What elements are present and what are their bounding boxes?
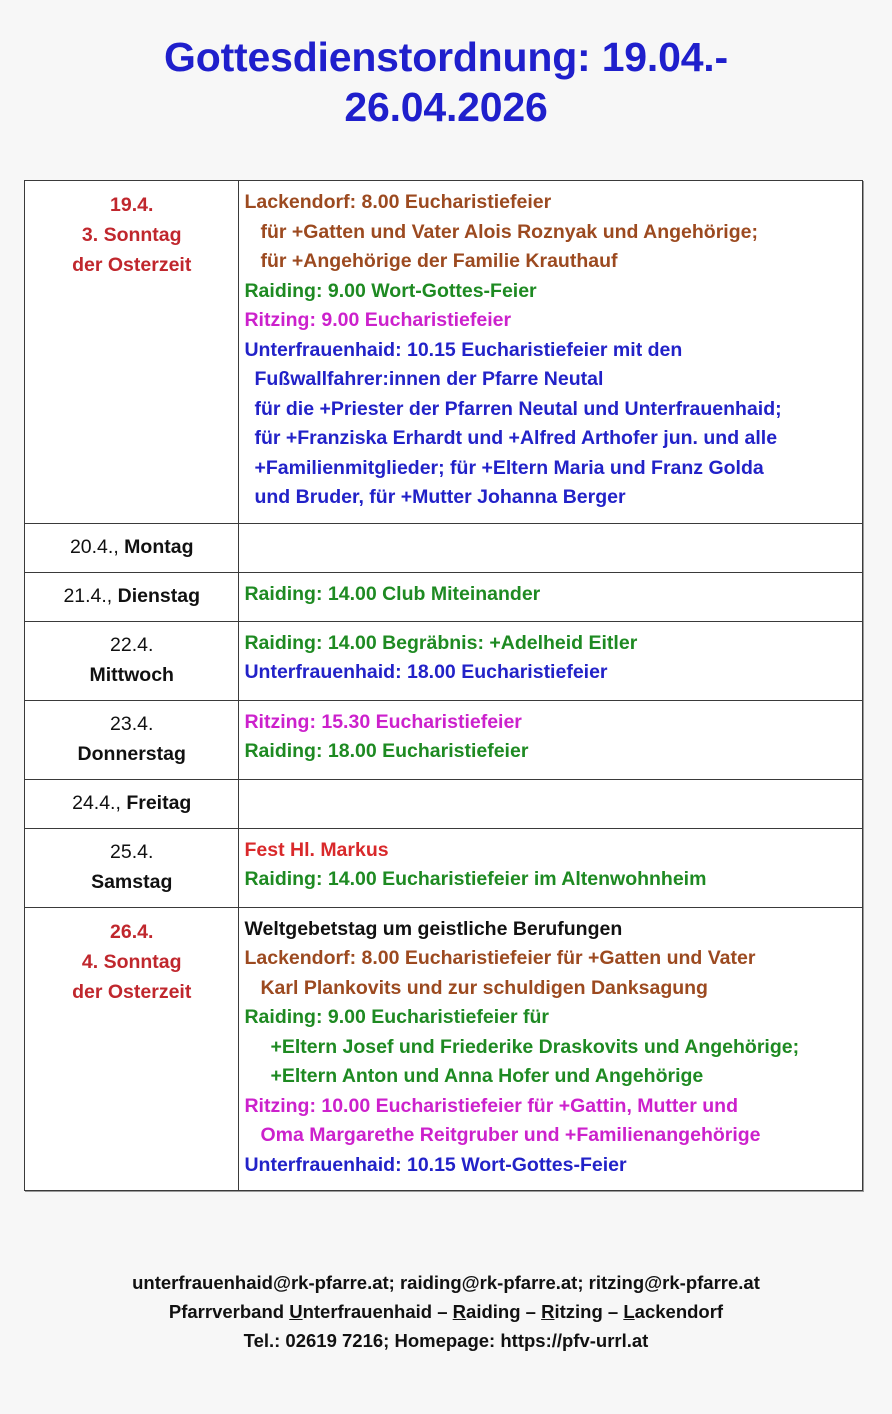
date-text: Donnerstag xyxy=(77,742,186,765)
date-cell-content xyxy=(25,573,238,621)
services-cell-content xyxy=(239,829,862,905)
table-row xyxy=(25,523,863,572)
date-line xyxy=(31,837,232,867)
parish-name: Ritzing xyxy=(541,1301,603,1322)
services-cell-content xyxy=(239,701,862,777)
date-cell-content xyxy=(25,181,238,290)
service-entry-line: Unterfrauenhaid: 10.15 Wort-Gottes-Feier xyxy=(244,1153,627,1176)
parish-initial: U xyxy=(289,1301,303,1322)
weekday-name: Montag xyxy=(124,535,194,558)
service-entry-line: Ritzing: 10.00 Eucharistiefeier für +Gattin, Mutter und xyxy=(244,1094,739,1117)
weekday-name: Dienstag xyxy=(117,584,201,607)
date-line xyxy=(31,788,232,818)
service-entry-line: für +Franziska Erhardt und +Alfred Arthofer jun. und alle xyxy=(254,427,778,449)
parish-initial: R xyxy=(541,1301,555,1322)
services-cell-content xyxy=(239,181,862,523)
services-cell xyxy=(239,907,863,1191)
table-row xyxy=(25,181,863,524)
service-entry-line: Raiding: 9.00 Eucharistiefeier für xyxy=(244,1006,549,1028)
services-cell xyxy=(239,828,863,907)
parish-initial: L xyxy=(623,1301,635,1322)
date-text: der Osterzeit xyxy=(72,980,192,1003)
service-entry-line: Fest Hl. Markus xyxy=(244,838,389,861)
schedule-rows xyxy=(25,181,863,1191)
table-row xyxy=(25,828,863,907)
date-text: der Osterzeit xyxy=(72,254,192,276)
date-line xyxy=(31,190,232,220)
date-line xyxy=(31,220,232,250)
services-cell-content xyxy=(239,780,862,827)
table-row xyxy=(25,572,863,621)
date-cell-content xyxy=(25,780,238,828)
date-text: 25.4. xyxy=(110,840,154,863)
service-entry-line: +Eltern Josef und Friederike Draskovits und Angehörige; xyxy=(270,1035,800,1058)
date-cell-content xyxy=(25,622,238,700)
date-line xyxy=(31,739,232,769)
date-text: 21.4., xyxy=(63,584,118,607)
footer-parish-line: Pfarrverband Unterfrauenhaid – Raiding – Ritzing – Lackendorf xyxy=(168,1301,724,1322)
date-line xyxy=(31,660,232,690)
parish-name: Lackendorf xyxy=(623,1301,724,1322)
footer-emails: unterfrauenhaid@rk-pfarre.at; raiding@rk-pfarre.at; ritzing@rk-pfarre.at xyxy=(132,1272,760,1293)
service-entry-line: für +Gatten und Vater Alois Roznyak und Angehörige; xyxy=(260,220,758,243)
date-cell xyxy=(25,181,239,524)
service-entry-line: Lackendorf: 8.00 Eucharistiefeier für +Gatten und Vater xyxy=(244,947,756,969)
services-cell xyxy=(239,700,863,779)
table-row xyxy=(25,779,863,828)
service-entry-line: Raiding: 14.00 Begräbnis: +Adelheid Eitler xyxy=(244,631,638,654)
service-entry-line: für die +Priester der Pfarren Neutal und Unterfrauenhaid; xyxy=(254,397,782,420)
service-entry-line: für +Angehörige der Familie Krauthauf xyxy=(260,250,618,272)
table-row xyxy=(25,621,863,700)
parish-initial: R xyxy=(452,1301,467,1322)
parish-name: Unterfrauenhaid xyxy=(289,1301,433,1322)
footer-contact: Tel.: 02619 7216; Homepage: https://pfv-urrl.at xyxy=(243,1330,649,1351)
services-cell xyxy=(239,621,863,700)
date-cell-content xyxy=(25,701,238,779)
date-text: 19.4. xyxy=(110,194,154,216)
date-line xyxy=(31,532,232,562)
date-cell-content xyxy=(25,524,238,572)
date-cell xyxy=(25,572,239,621)
date-cell-content xyxy=(25,829,238,907)
parish-name: Raiding xyxy=(452,1301,521,1322)
date-text: 4. Sonntag xyxy=(81,950,182,973)
date-line xyxy=(31,581,232,611)
service-entry-line: und Bruder, für +Mutter Johanna Berger xyxy=(254,486,626,508)
table-row xyxy=(25,907,863,1191)
page-title xyxy=(0,0,892,132)
services-cell-content xyxy=(239,573,862,620)
service-entry-line: +Eltern Anton und Anna Hofer und Angehörige xyxy=(270,1065,704,1087)
services-cell-content xyxy=(239,622,862,698)
date-line xyxy=(31,917,232,947)
table-row xyxy=(25,700,863,779)
services-cell-content xyxy=(239,908,862,1191)
date-line xyxy=(31,867,232,897)
date-cell xyxy=(25,779,239,828)
page-title-line-2: 26.04.2026 xyxy=(344,84,548,130)
date-line xyxy=(31,630,232,660)
date-line xyxy=(31,250,232,280)
services-cell xyxy=(239,572,863,621)
date-line xyxy=(31,709,232,739)
service-schedule-table xyxy=(24,180,863,1191)
date-cell xyxy=(25,828,239,907)
service-entry-line: Raiding: 14.00 Eucharistiefeier im Altenwohnheim xyxy=(244,868,707,890)
service-entry-line: Unterfrauenhaid: 10.15 Eucharistiefeier mit den xyxy=(244,338,683,361)
service-entry-line: Oma Margarethe Reitgruber und +Familienangehörige xyxy=(260,1124,761,1146)
service-entry-line: Fußwallfahrer:innen der Pfarre Neutal xyxy=(254,368,604,390)
date-text: 22.4. xyxy=(110,633,154,656)
date-cell xyxy=(25,523,239,572)
page-title-line-1: Gottesdienstordnung: 19.04.- xyxy=(164,34,728,80)
services-cell xyxy=(239,523,863,572)
service-entry-line: Lackendorf: 8.00 Eucharistiefeier xyxy=(244,191,552,213)
date-text: Samstag xyxy=(91,870,173,893)
service-entry-line: +Familienmitglieder; für +Eltern Maria und Franz Golda xyxy=(254,456,764,479)
service-entry-line: Raiding: 9.00 Wort-Gottes-Feier xyxy=(244,279,537,302)
date-text: 20.4., xyxy=(69,535,125,558)
service-entry-line: Unterfrauenhaid: 18.00 Eucharistiefeier xyxy=(244,661,608,683)
date-text: Mittwoch xyxy=(89,663,174,686)
date-cell xyxy=(25,907,239,1191)
date-text: 26.4. xyxy=(110,920,154,943)
service-entry-line: Ritzing: 15.30 Eucharistiefeier xyxy=(244,710,522,733)
services-cell xyxy=(239,779,863,828)
service-entry-line: Karl Plankovits und zur schuldigen Danksagung xyxy=(260,976,708,999)
date-text: 23.4. xyxy=(110,712,154,735)
service-entry-line: Raiding: 14.00 Club Miteinander xyxy=(244,582,541,605)
footer-contact-block xyxy=(0,1268,892,1355)
services-cell xyxy=(239,181,863,524)
services-cell-content xyxy=(239,524,862,571)
date-text: 24.4., xyxy=(72,791,127,814)
weekday-name: Freitag xyxy=(126,791,192,814)
date-cell xyxy=(25,700,239,779)
date-text: 3. Sonntag xyxy=(81,224,182,246)
date-cell xyxy=(25,621,239,700)
date-line xyxy=(31,977,232,1007)
date-cell-content xyxy=(25,908,238,1017)
service-entry-line: Weltgebetstag um geistliche Berufungen xyxy=(244,917,623,940)
date-line xyxy=(31,947,232,977)
service-entry-line: Ritzing: 9.00 Eucharistiefeier xyxy=(244,309,512,331)
service-entry-line: Raiding: 18.00 Eucharistiefeier xyxy=(244,740,529,762)
